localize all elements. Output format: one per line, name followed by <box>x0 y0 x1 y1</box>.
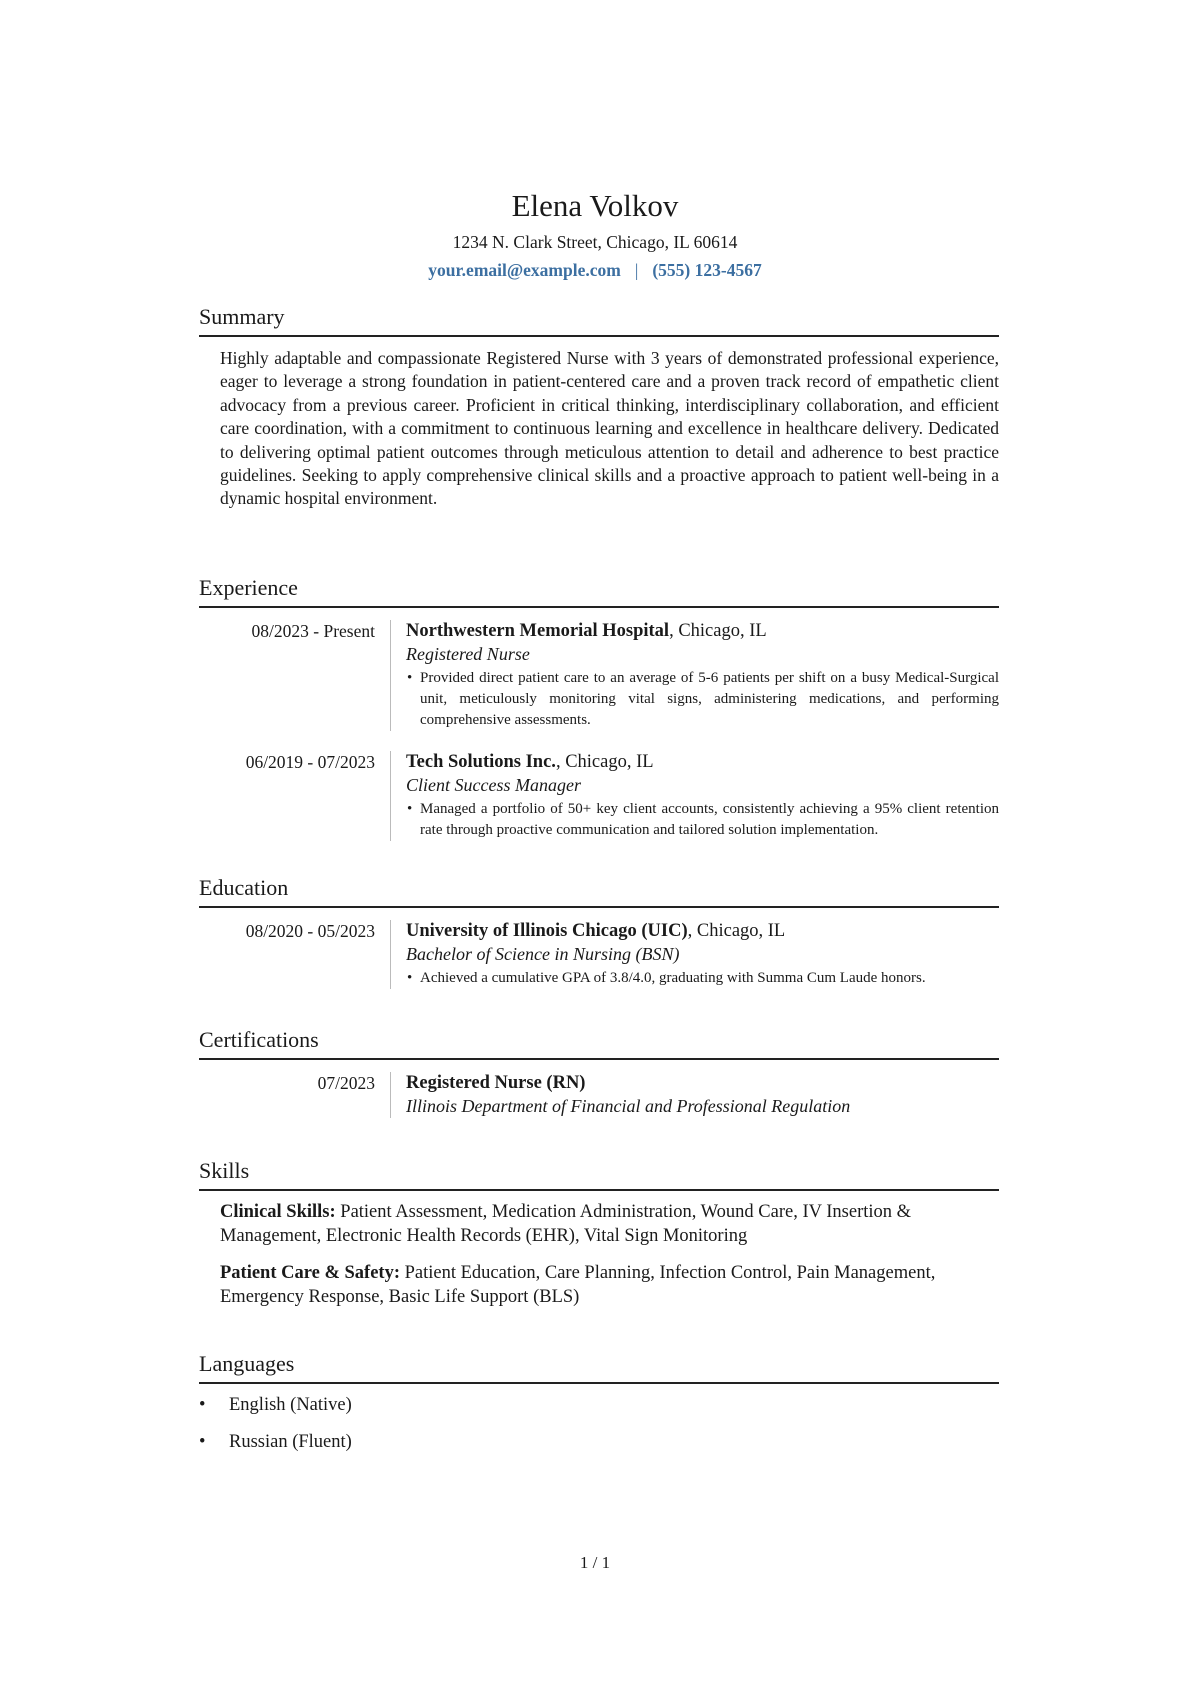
resume-header <box>0 186 1190 282</box>
skill-group-items: Patient Education, Care Planning, Infection Control, Pain Management, Emergency Response, Basic Life Support (BLS) <box>220 1263 936 1307</box>
certification-entry <box>199 1072 999 1118</box>
language-list <box>199 1394 999 1454</box>
skill-group-items: Patient Assessment, Medication Administration, Wound Care, IV Insertion & Management, Electronic Health Records (EHR), Vital Sign Monitoring <box>220 1202 912 1246</box>
bullet-item: • Provided direct patient care to an average of 5-6 patients per shift on a busy Medical-Surgical unit, meticulously monitoring vital signs, administering medications, and performing comprehensive assessments. <box>406 668 999 731</box>
education-entry <box>199 920 999 989</box>
entry-bullets <box>406 968 999 989</box>
entry-role: Registered Nurse <box>406 644 530 664</box>
organization-location: , Chicago, IL <box>669 621 767 641</box>
bullet-item: • Managed a portfolio of 50+ key client accounts, consistently achieving a 95% client retention rate through proactive communication and tailored solution implementation. <box>406 799 999 841</box>
contact-line <box>0 258 1190 282</box>
skill-group-label: Patient Care & Safety: <box>220 1263 400 1283</box>
address: 1234 N. Clark Street, Chicago, IL 60614 <box>452 232 738 252</box>
contact-separator: | <box>634 260 639 280</box>
section-title-summary: Summary <box>199 303 999 337</box>
organization-location: , Chicago, IL <box>555 752 654 772</box>
entry-body <box>390 1072 999 1118</box>
section-title-certifications: Certifications <box>199 1026 999 1060</box>
page-number: 1 / 1 <box>579 1553 611 1572</box>
skill-group-label: Clinical Skills: <box>220 1202 336 1222</box>
certification-issuer: Illinois Department of Financial and Professional Regulation <box>406 1096 851 1116</box>
entry-organization <box>406 751 999 774</box>
education-section <box>199 874 999 989</box>
language-item: • English (Native) <box>199 1394 999 1417</box>
entry-date: 08/2020 - 05/2023 <box>245 921 375 941</box>
entry-role: Client Success Manager <box>406 775 581 795</box>
skill-group <box>220 1262 999 1309</box>
entry-date: 08/2023 - Present <box>251 621 375 641</box>
section-title-experience: Experience <box>199 574 999 608</box>
organization-name: Northwestern Memorial Hospital <box>406 621 670 641</box>
certifications-section <box>199 1026 999 1118</box>
organization-name: Tech Solutions Inc. <box>406 752 556 772</box>
organization-location: , Chicago, IL <box>687 921 786 941</box>
entry-organization <box>406 1072 999 1095</box>
experience-section <box>199 574 999 841</box>
entry-date: 07/2023 <box>317 1073 375 1093</box>
skills-section <box>199 1157 999 1309</box>
entry-organization <box>406 620 999 643</box>
summary-section <box>199 303 999 511</box>
summary-text: Highly adaptable and compassionate Registered Nurse with 3 years of demonstrated professional experience, eager to leverage a strong foundation in patient-centered care and a proven track record of empathetic client advocacy from a previous career. Proficient in critical thinking, interdisciplinary collaboration, and efficient care coordination, with a commitment to continuous learning and excellence in healthcare delivery. Dedicated to delivering optimal patient outcomes through meticulous attention to detail and adherence to best practice guidelines. Seeking to apply comprehensive clinical skills and a proactive approach to patient well-being in a dynamic hospital environment. <box>220 348 999 509</box>
entry-bullets <box>406 668 999 731</box>
candidate-name: Elena Volkov <box>511 188 679 223</box>
entry-body <box>390 620 999 731</box>
entry-organization <box>406 920 999 943</box>
languages-section <box>199 1350 999 1468</box>
skill-group <box>220 1201 999 1248</box>
email-link[interactable]: your.email@example.com <box>428 260 621 280</box>
certification-name: Registered Nurse (RN) <box>406 1073 586 1093</box>
section-title-languages: Languages <box>199 1350 999 1384</box>
language-item: • Russian (Fluent) <box>199 1431 999 1454</box>
section-title-skills: Skills <box>199 1157 999 1191</box>
phone-link[interactable]: (555) 123-4567 <box>652 260 762 280</box>
entry-body <box>390 920 999 989</box>
organization-name: University of Illinois Chicago (UIC) <box>406 921 688 941</box>
experience-entry <box>199 751 999 841</box>
section-title-education: Education <box>199 874 999 908</box>
entry-date: 06/2019 - 07/2023 <box>245 752 375 772</box>
entry-role: Bachelor of Science in Nursing (BSN) <box>406 944 680 964</box>
bullet-item: • Achieved a cumulative GPA of 3.8/4.0, graduating with Summa Cum Laude honors. <box>406 968 999 989</box>
entry-bullets <box>406 799 999 841</box>
experience-entry <box>199 620 999 731</box>
entry-body <box>390 751 999 841</box>
